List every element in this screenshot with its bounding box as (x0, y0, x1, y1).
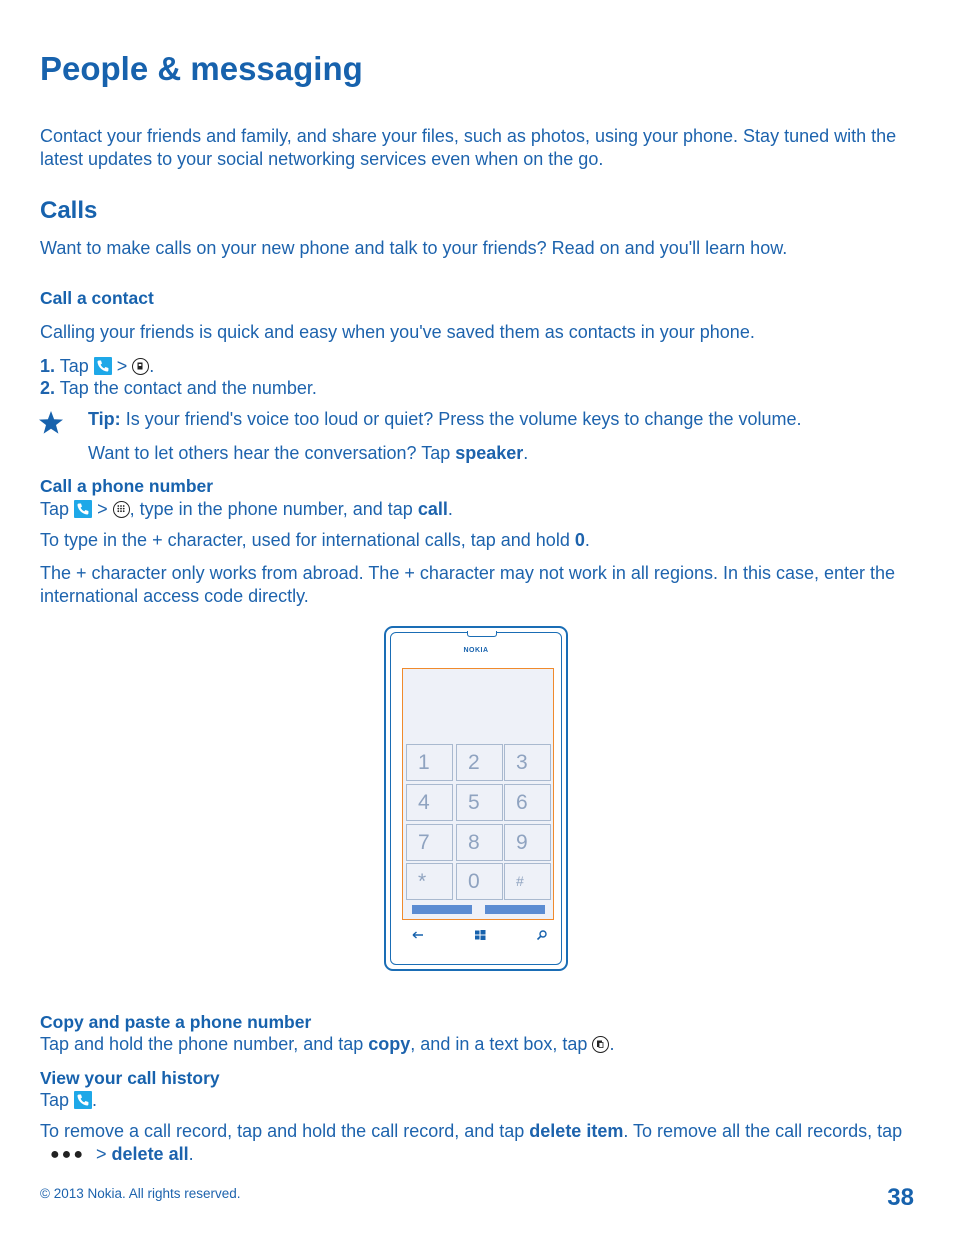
windows-logo-icon (473, 929, 487, 941)
remove-text-a: To remove a call record, tap and hold the call record, and tap (40, 1121, 525, 1141)
key-8: 8 (456, 824, 503, 861)
paste-icon (592, 1036, 609, 1053)
key-0: 0 (456, 863, 503, 900)
phone-illustration (384, 626, 568, 971)
page-title: People & messaging (40, 50, 363, 87)
call-bar-right (485, 905, 545, 914)
remove-text-b: . To remove all the call records, tap (623, 1121, 903, 1141)
call-history-tap (40, 1089, 97, 1112)
period: . (92, 1090, 98, 1110)
back-arrow-icon (411, 929, 425, 941)
tap-text: Tap (40, 1090, 70, 1110)
intro-paragraph: Contact your friends and family, and share your files, such as photos, using your phone. Stay tuned with the latest updates to your social networking services even when on the go. (40, 126, 897, 169)
call-number-line (40, 498, 453, 521)
zero-key: 0 (574, 530, 585, 550)
call-contact-text: Calling your friends is quick and easy when you've saved them as contacts in your phone. (40, 322, 755, 342)
speaker-keyword: speaker (455, 443, 524, 463)
more-dots-icon: ●●● (50, 1146, 85, 1163)
keypad-icon (113, 501, 130, 518)
key-9: 9 (504, 824, 551, 861)
call-number-heading: Call a phone number (40, 476, 214, 496)
phone-icon (94, 357, 112, 375)
key-1: 1 (406, 744, 453, 781)
copyright-footer: © 2013 Nokia. All rights reserved. (40, 1186, 241, 1201)
calls-heading: Calls (40, 197, 98, 224)
period: . (584, 530, 590, 550)
page-number: 38 (887, 1184, 914, 1211)
key-2: 2 (456, 744, 503, 781)
key-7: 7 (406, 824, 453, 861)
copy-text-a: Tap and hold the phone number, and tap (40, 1034, 364, 1054)
period: . (447, 499, 453, 519)
phone-screen (402, 668, 554, 920)
tap-text: Tap (40, 499, 70, 519)
breadcrumb-separator: > (97, 499, 108, 519)
delete-item-keyword: delete item (529, 1121, 624, 1141)
key-star: * (406, 863, 453, 900)
call-bar-left (412, 905, 472, 914)
copy-text-b: , and in a text box, tap (410, 1034, 588, 1054)
step-number: 1. (40, 356, 56, 376)
contacts-icon (132, 358, 149, 375)
call-history-heading: View your call history (40, 1068, 220, 1088)
plus-character-paragraph (40, 529, 590, 552)
search-icon (535, 929, 549, 941)
phone-earpiece (467, 631, 497, 637)
copy-keyword: copy (368, 1034, 411, 1054)
key-5: 5 (456, 784, 503, 821)
tip-label: Tip: (88, 409, 121, 429)
period: . (149, 356, 155, 376)
key-4: 4 (406, 784, 453, 821)
calls-lead: Want to make calls on your new phone and talk to your friends? Read on and you'll learn how. (40, 238, 788, 258)
step-text: Tap the contact and the number. (59, 378, 317, 398)
breadcrumb-separator: > (116, 356, 128, 376)
tip-speaker-paragraph (88, 442, 528, 465)
tip-star-icon (38, 410, 64, 435)
step-number: 2. (40, 378, 56, 398)
phone-icon (74, 1091, 92, 1109)
copy-paste-heading: Copy and paste a phone number (40, 1012, 312, 1032)
phone-brand-logo: NOKIA (463, 647, 489, 654)
period: . (188, 1144, 194, 1164)
phone-body (390, 632, 562, 965)
key-6: 6 (504, 784, 551, 821)
tip-paragraph (88, 408, 802, 431)
period: . (523, 443, 529, 463)
key-3: 3 (504, 744, 551, 781)
tip-text: Is your friend's voice too loud or quiet? Press the volume keys to change the volume. (125, 409, 802, 429)
remove-call-paragraph (40, 1120, 910, 1166)
tip2-text: Want to let others hear the conversation? Tap (88, 443, 451, 463)
plus-text: To type in the + character, used for international calls, tap and hold (40, 530, 570, 550)
breadcrumb-separator: > (96, 1144, 107, 1164)
call-keyword: call (417, 499, 448, 519)
call-contact-heading: Call a contact (40, 288, 154, 308)
key-hash: # (504, 863, 551, 900)
step-text: Tap (59, 356, 89, 376)
phone-icon (74, 500, 92, 518)
step-1 (40, 355, 154, 378)
line-rest: , type in the phone number, and tap (129, 499, 413, 519)
international-paragraph: The + character only works from abroad. The + character may not work in all regions. In this case, enter the international access code directly. (40, 563, 896, 606)
period: . (609, 1034, 615, 1054)
step-2 (40, 377, 317, 400)
delete-all-keyword: delete all (111, 1144, 189, 1164)
copy-paste-text (40, 1033, 614, 1056)
